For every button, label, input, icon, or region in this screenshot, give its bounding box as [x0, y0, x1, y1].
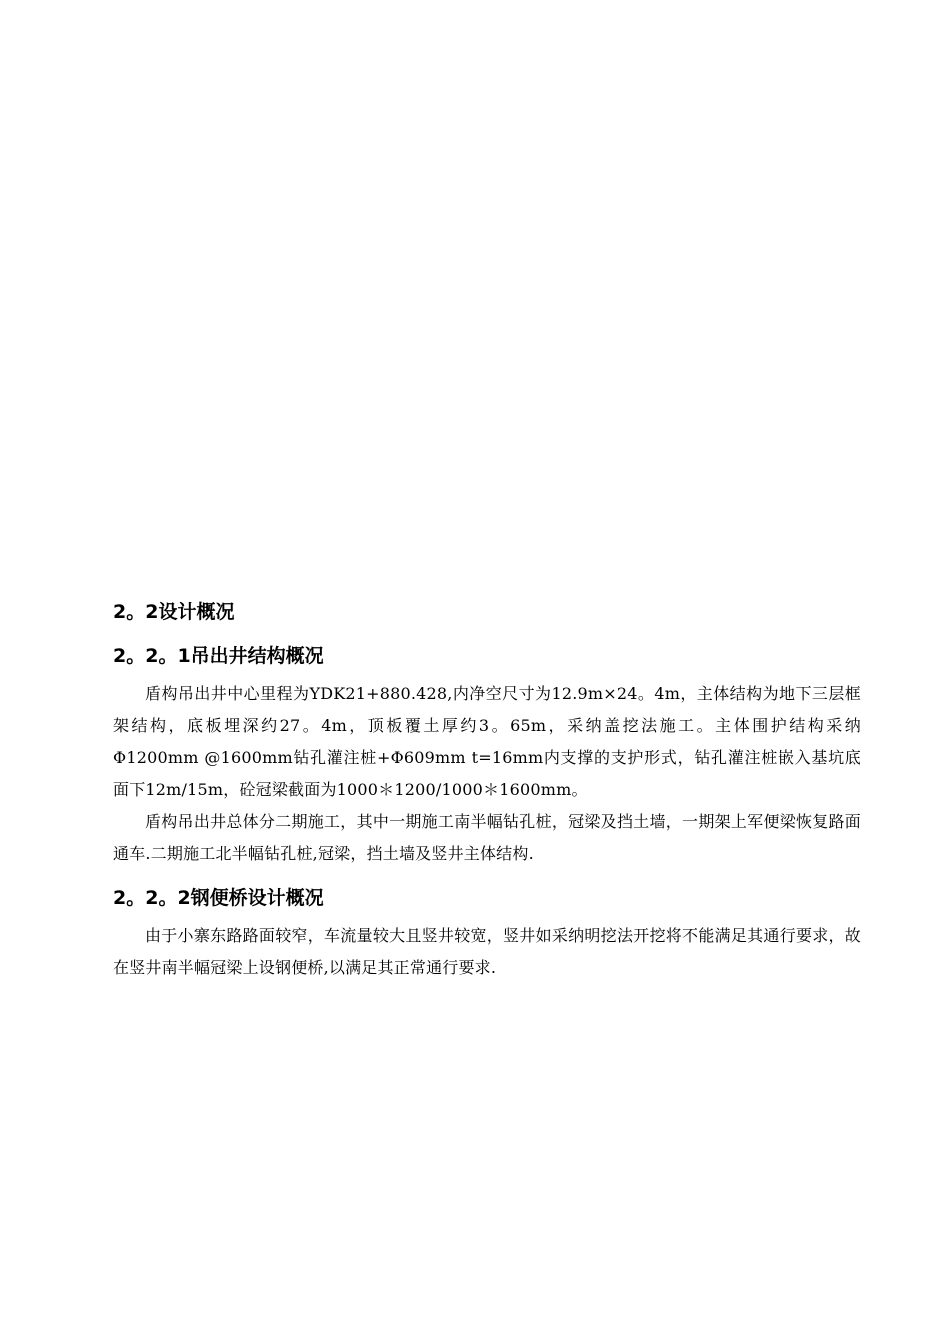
paragraph-shaft-phases: 盾构吊出井总体分二期施工，其中一期施工南半幅钻孔桩，冠梁及挡土墙，一期架上军便梁恢复路面通车.二期施工北半幅钻孔桩,冠梁，挡土墙及竖井主体结构. — [113, 812, 861, 863]
section-heading-2-2: 2。2设计概况 — [113, 601, 235, 623]
subsection-heading-2-2-2: 2。2。2钢便桥设计概况 — [113, 887, 324, 909]
document-content — [113, 596, 861, 984]
paragraph-shaft-structure: 盾构吊出井中心里程为YDK21+880.428,内净空尺寸为12.9m×24。4m，主体结构为地下三层框架结构，底板埋深约27。4m，顶板覆土厚约3。65m，采纳盖挖法施工。主体围护结构采纳 Φ1200mm @1600mm钻孔灌注桩+Φ609mm t=16mm内支撑的支护形式，钻孔灌注桩嵌入基坑底面下12m/15m，砼冠梁截面为1000＊1200/1000＊1600mm。 — [113, 684, 861, 799]
paragraph-steel-bridge: 由于小寨东路路面较窄，车流量较大且竖井较宽，竖井如采纳明挖法开挖将不能满足其通行要求，故在竖井南半幅冠梁上设钢便桥,以满足其正常通行要求. — [113, 926, 861, 977]
subsection-heading-2-2-1: 2。2。1吊出井结构概况 — [113, 645, 324, 667]
